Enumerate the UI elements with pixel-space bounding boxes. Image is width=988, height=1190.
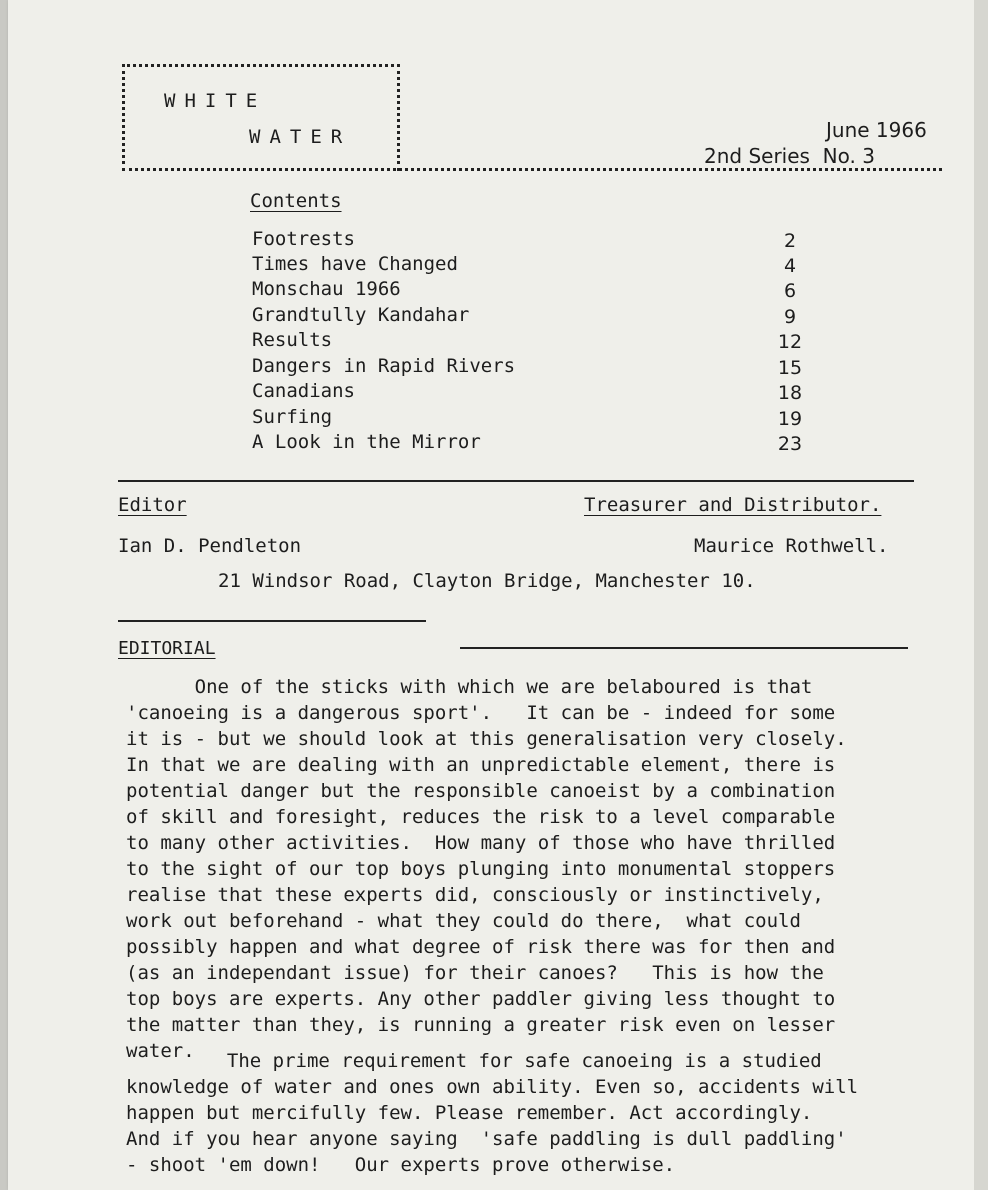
contents-heading: Contents bbox=[250, 190, 342, 212]
editorial-line: to the sight of our top boys plunging into monumental stoppers bbox=[126, 858, 836, 880]
page-edge-shadow bbox=[974, 0, 988, 1190]
treasurer-name: Maurice Rothwell. bbox=[694, 535, 889, 557]
editor-name: Ian D. Pendleton bbox=[118, 535, 302, 557]
issue-series: 2nd Series No. 3 bbox=[704, 144, 875, 168]
editorial-rule-right bbox=[460, 647, 908, 649]
toc-item-page: 19 bbox=[777, 408, 803, 430]
toc-item-page: 2 bbox=[783, 230, 797, 252]
editorial-line: the matter than they, is running a greater risk even on lesser bbox=[126, 1014, 836, 1036]
treasurer-label: Treasurer and Distributor. bbox=[584, 494, 882, 516]
toc-item-title: Canadians bbox=[252, 380, 355, 402]
editorial-rule-left bbox=[118, 620, 426, 622]
toc-item-page: 23 bbox=[777, 433, 803, 455]
editorial-line: to many other activities. How many of those who have thrilled bbox=[126, 832, 836, 854]
editorial-line: knowledge of water and ones own ability. Even so, accidents will bbox=[126, 1076, 859, 1098]
issue-date: June 1966 bbox=[826, 118, 927, 142]
section-divider bbox=[118, 480, 914, 482]
editorial-line: top boys are experts. Any other paddler giving less thought to bbox=[126, 988, 836, 1010]
toc-item-title: Times have Changed bbox=[252, 253, 458, 275]
editorial-heading: EDITORIAL bbox=[118, 638, 216, 659]
toc-item-page: 12 bbox=[777, 331, 803, 353]
masthead-dotted-rule bbox=[122, 168, 942, 171]
toc-item-title: Grandtully Kandahar bbox=[252, 304, 470, 326]
editor-label: Editor bbox=[118, 494, 187, 516]
editorial-line: water. bbox=[126, 1040, 195, 1062]
toc-item-page: 18 bbox=[777, 382, 803, 404]
toc-item-page: 15 bbox=[777, 357, 803, 379]
toc-item-page: 4 bbox=[783, 255, 797, 277]
editorial-line: realise that these experts did, consciously or instinctively, bbox=[126, 884, 824, 906]
editorial-line: potential danger but the responsible canoeist by a combination bbox=[126, 780, 836, 802]
toc-item-page: 6 bbox=[783, 280, 797, 302]
editorial-line: One of the sticks with which we are belaboured is that bbox=[126, 676, 813, 698]
toc-item-title: Dangers in Rapid Rivers bbox=[252, 355, 516, 377]
address: 21 Windsor Road, Clayton Bridge, Manchester 10. bbox=[218, 570, 756, 592]
toc-item-title: A Look in the Mirror bbox=[252, 431, 481, 453]
editorial-line: - shoot 'em down! Our experts prove otherwise. bbox=[126, 1154, 676, 1176]
editorial-line: possibly happen and what degree of risk there was for then and bbox=[126, 936, 836, 958]
editorial-line: The prime requirement for safe canoeing is a studied bbox=[204, 1050, 822, 1072]
masthead-title-water: WATER bbox=[249, 126, 352, 148]
toc-item-page: 9 bbox=[783, 306, 797, 328]
editorial-line: of skill and foresight, reduces the risk to a level comparable bbox=[126, 806, 836, 828]
masthead-title-white: WHITE bbox=[164, 90, 267, 112]
toc-item-title: Surfing bbox=[252, 406, 333, 428]
toc-item-title: Footrests bbox=[252, 228, 355, 250]
editorial-line: work out beforehand - what they could do there, what could bbox=[126, 910, 801, 932]
document-page bbox=[8, 0, 974, 1190]
editorial-line: 'canoeing is a dangerous sport'. It can be - indeed for some bbox=[126, 702, 836, 724]
editorial-line: (as an independant issue) for their canoes? This is how the bbox=[126, 962, 824, 984]
toc-item-title: Monschau 1966 bbox=[252, 278, 401, 300]
masthead-box bbox=[122, 64, 400, 171]
editorial-line: In that we are dealing with an unpredictable element, there is bbox=[126, 754, 836, 776]
editorial-line: And if you hear anyone saying 'safe paddling is dull paddling' bbox=[126, 1128, 847, 1150]
editorial-line: happen but mercifully few. Please remember. Act accordingly. bbox=[126, 1102, 813, 1124]
toc-item-title: Results bbox=[252, 329, 333, 351]
editorial-line: it is - but we should look at this generalisation very closely. bbox=[126, 728, 847, 750]
